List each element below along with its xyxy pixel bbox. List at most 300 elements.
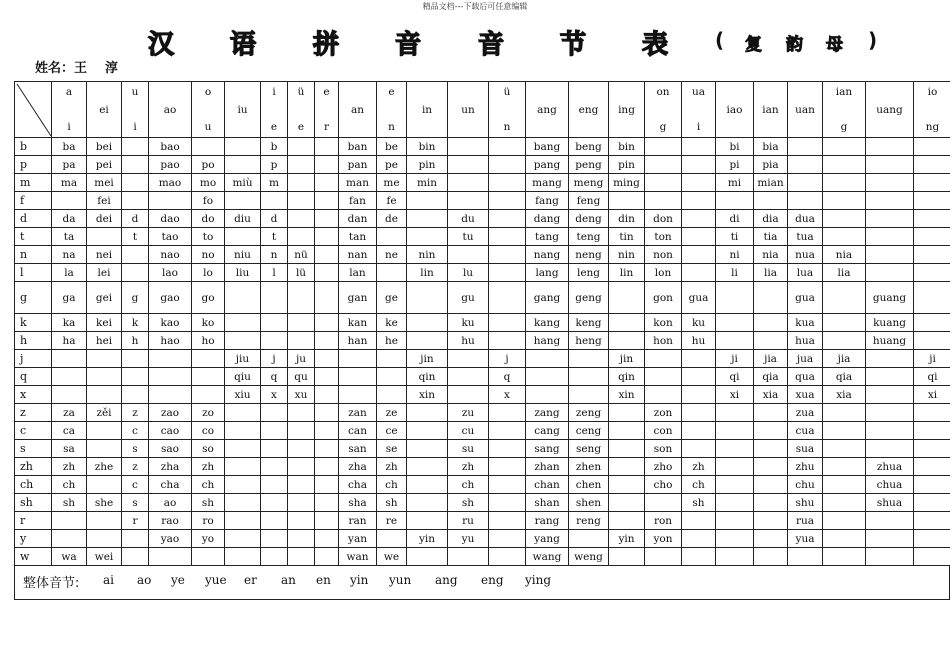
final-top: eng bbox=[578, 103, 599, 116]
syllable-cell bbox=[149, 368, 192, 386]
syllable-cell bbox=[288, 512, 315, 530]
syllable-cell: sha bbox=[339, 494, 377, 512]
syllable-cell: xi bbox=[914, 386, 950, 404]
syllable-cell bbox=[52, 530, 87, 548]
syllable-cell bbox=[261, 422, 288, 440]
final-header bbox=[569, 82, 609, 138]
initial-cell: sh bbox=[15, 494, 52, 512]
syllable-cell: kua bbox=[788, 314, 823, 332]
syllable-cell: p bbox=[261, 156, 288, 174]
syllable-cell bbox=[288, 156, 315, 174]
syllable-cell bbox=[489, 332, 526, 350]
syllable-cell bbox=[914, 264, 950, 282]
syllable-cell bbox=[754, 192, 788, 210]
initial-cell: x bbox=[15, 386, 52, 404]
syllable-cell bbox=[122, 174, 149, 192]
final-header bbox=[87, 82, 122, 138]
syllable-cell: j bbox=[261, 350, 288, 368]
syllable-cell: jua bbox=[788, 350, 823, 368]
syllable-cell: q bbox=[489, 368, 526, 386]
syllable-cell: lao bbox=[149, 264, 192, 282]
syllable-cell: ku bbox=[448, 314, 489, 332]
syllable-cell: ge bbox=[377, 282, 407, 314]
syllable-cell: g bbox=[122, 282, 149, 314]
syllable-cell bbox=[225, 156, 261, 174]
syllable-cell bbox=[609, 314, 645, 332]
syllable-cell bbox=[192, 386, 225, 404]
syllable-cell bbox=[87, 476, 122, 494]
syllable-cell: ceng bbox=[569, 422, 609, 440]
final-top: an bbox=[350, 103, 365, 116]
syllable-cell: ha bbox=[52, 332, 87, 350]
final-header bbox=[407, 82, 448, 138]
syllable-cell: jia bbox=[754, 350, 788, 368]
syllable-cell: xia bbox=[754, 386, 788, 404]
syllable-cell: zha bbox=[149, 458, 192, 476]
syllable-cell: dang bbox=[526, 210, 569, 228]
syllable-cell: t bbox=[261, 228, 288, 246]
syllable-cell: can bbox=[339, 422, 377, 440]
syllable-cell bbox=[315, 156, 339, 174]
syllable-cell bbox=[788, 192, 823, 210]
syllable-cell bbox=[407, 332, 448, 350]
initial-cell: j bbox=[15, 350, 52, 368]
syllable-cell bbox=[866, 228, 914, 246]
syllable-cell: c bbox=[122, 476, 149, 494]
syllable-cell: cang bbox=[526, 422, 569, 440]
syllable-cell: n bbox=[261, 246, 288, 264]
initial-cell: h bbox=[15, 332, 52, 350]
syllable-cell bbox=[448, 138, 489, 156]
syllable-cell: lei bbox=[87, 264, 122, 282]
syllable-cell bbox=[716, 440, 754, 458]
syllable-cell: she bbox=[87, 494, 122, 512]
syllable-cell: ko bbox=[192, 314, 225, 332]
syllable-cell bbox=[448, 192, 489, 210]
syllable-cell bbox=[754, 512, 788, 530]
syllable-cell: we bbox=[377, 548, 407, 566]
syllable-cell: jin bbox=[407, 350, 448, 368]
table-row bbox=[15, 210, 950, 228]
syllable-cell: zěi bbox=[87, 404, 122, 422]
syllable-cell: po bbox=[192, 156, 225, 174]
syllable-cell: sua bbox=[788, 440, 823, 458]
syllable-cell: d bbox=[261, 210, 288, 228]
syllable-cell bbox=[866, 530, 914, 548]
final-header bbox=[645, 82, 682, 138]
initial-cell: ch bbox=[15, 476, 52, 494]
syllable-cell: lo bbox=[192, 264, 225, 282]
syllable-cell bbox=[489, 174, 526, 192]
syllable-cell: lon bbox=[645, 264, 682, 282]
syllable-cell bbox=[225, 530, 261, 548]
syllable-cell: bin bbox=[609, 138, 645, 156]
initial-cell: z bbox=[15, 404, 52, 422]
syllable-cell: nü bbox=[288, 246, 315, 264]
initial-cell: l bbox=[15, 264, 52, 282]
syllable-cell bbox=[645, 138, 682, 156]
final-bottom: n bbox=[388, 121, 395, 133]
syllable-cell: zu bbox=[448, 404, 489, 422]
syllable-cell: qi bbox=[914, 368, 950, 386]
syllable-cell bbox=[315, 314, 339, 332]
syllable-cell: yua bbox=[788, 530, 823, 548]
syllable-cell bbox=[122, 246, 149, 264]
syllable-cell: ce bbox=[377, 422, 407, 440]
syllable-cell bbox=[489, 282, 526, 314]
syllable-cell: xin bbox=[407, 386, 448, 404]
syllable-cell: yang bbox=[526, 530, 569, 548]
syllable-cell: heng bbox=[569, 332, 609, 350]
syllable-cell bbox=[149, 548, 192, 566]
final-top: un bbox=[461, 103, 475, 116]
syllable-cell bbox=[288, 314, 315, 332]
syllable-cell: qi bbox=[716, 368, 754, 386]
syllable-cell: san bbox=[339, 440, 377, 458]
table-row bbox=[15, 314, 950, 332]
syllable-cell bbox=[866, 174, 914, 192]
syllable-cell bbox=[609, 192, 645, 210]
syllable-cell: pan bbox=[339, 156, 377, 174]
syllable-cell: yon bbox=[645, 530, 682, 548]
syllable-cell bbox=[823, 174, 866, 192]
syllable-cell: ran bbox=[339, 512, 377, 530]
syllable-cell: fe bbox=[377, 192, 407, 210]
syllable-cell: lin bbox=[609, 264, 645, 282]
syllable-cell: zh bbox=[192, 458, 225, 476]
syllable-cell: s bbox=[122, 440, 149, 458]
syllable-cell: feng bbox=[569, 192, 609, 210]
syllable-cell: xiu bbox=[225, 386, 261, 404]
syllable-cell: tan bbox=[339, 228, 377, 246]
syllable-cell bbox=[914, 156, 950, 174]
initial-cell: k bbox=[15, 314, 52, 332]
syllable-cell: z bbox=[122, 404, 149, 422]
table-row bbox=[15, 422, 950, 440]
whole-syllable: yin bbox=[350, 573, 369, 587]
syllable-cell: peng bbox=[569, 156, 609, 174]
syllable-cell bbox=[52, 368, 87, 386]
syllable-cell bbox=[682, 440, 716, 458]
syllable-cell bbox=[87, 228, 122, 246]
syllable-cell bbox=[682, 404, 716, 422]
whole-syllable: ang bbox=[435, 573, 458, 587]
final-bottom: e bbox=[270, 121, 278, 133]
syllable-cell: don bbox=[645, 210, 682, 228]
syllable-cell bbox=[261, 282, 288, 314]
final-top: in bbox=[421, 103, 433, 116]
initial-cell: q bbox=[15, 368, 52, 386]
syllable-cell: jiu bbox=[225, 350, 261, 368]
syllable-cell: pao bbox=[149, 156, 192, 174]
syllable-cell: diu bbox=[225, 210, 261, 228]
syllable-cell bbox=[716, 314, 754, 332]
initial-cell: f bbox=[15, 192, 52, 210]
syllable-cell: bi bbox=[716, 138, 754, 156]
initial-cell: s bbox=[15, 440, 52, 458]
syllable-cell bbox=[823, 210, 866, 228]
final-header bbox=[682, 82, 716, 138]
syllable-cell bbox=[448, 386, 489, 404]
syllable-cell: ne bbox=[377, 246, 407, 264]
syllable-cell: kon bbox=[645, 314, 682, 332]
syllable-cell: meng bbox=[569, 174, 609, 192]
syllable-cell bbox=[914, 548, 950, 566]
syllable-cell bbox=[682, 512, 716, 530]
syllable-cell: zang bbox=[526, 404, 569, 422]
syllable-cell: hu bbox=[682, 332, 716, 350]
syllable-cell bbox=[407, 404, 448, 422]
syllable-cell bbox=[914, 138, 950, 156]
syllable-cell: kao bbox=[149, 314, 192, 332]
syllable-cell: x bbox=[261, 386, 288, 404]
syllable-cell bbox=[489, 548, 526, 566]
diagonal-line bbox=[15, 82, 52, 137]
syllable-cell bbox=[225, 422, 261, 440]
syllable-cell bbox=[339, 386, 377, 404]
syllable-cell: ton bbox=[645, 228, 682, 246]
syllable-cell bbox=[682, 422, 716, 440]
syllable-cell: lia bbox=[823, 264, 866, 282]
syllable-cell bbox=[407, 494, 448, 512]
syllable-cell: nan bbox=[339, 246, 377, 264]
syllable-cell bbox=[288, 174, 315, 192]
syllable-cell: deng bbox=[569, 210, 609, 228]
syllable-cell: hei bbox=[87, 332, 122, 350]
syllable-cell bbox=[288, 192, 315, 210]
syllable-cell: ze bbox=[377, 404, 407, 422]
syllable-cell: xi bbox=[716, 386, 754, 404]
syllable-cell: ch bbox=[682, 476, 716, 494]
syllable-cell: mei bbox=[87, 174, 122, 192]
syllable-cell bbox=[288, 548, 315, 566]
syllable-cell bbox=[609, 282, 645, 314]
syllable-cell: l bbox=[261, 264, 288, 282]
syllable-cell bbox=[315, 440, 339, 458]
whole-syllable: er bbox=[244, 573, 257, 587]
syllable-cell: x bbox=[489, 386, 526, 404]
syllable-cell bbox=[609, 440, 645, 458]
syllable-cell: fang bbox=[526, 192, 569, 210]
syllable-cell: gu bbox=[448, 282, 489, 314]
title-paren-open: ( bbox=[715, 28, 725, 52]
syllable-cell bbox=[448, 174, 489, 192]
syllable-cell bbox=[754, 494, 788, 512]
syllable-cell bbox=[823, 404, 866, 422]
syllable-cell bbox=[914, 332, 950, 350]
initial-cell: g bbox=[15, 282, 52, 314]
syllable-cell: ni bbox=[716, 246, 754, 264]
final-bottom: n bbox=[503, 121, 511, 133]
final-bottom: e bbox=[297, 121, 305, 133]
syllable-cell: sao bbox=[149, 440, 192, 458]
syllable-cell: weng bbox=[569, 548, 609, 566]
final-bottom: u bbox=[204, 121, 212, 133]
syllable-cell bbox=[122, 264, 149, 282]
syllable-cell: ca bbox=[52, 422, 87, 440]
syllable-cell bbox=[448, 368, 489, 386]
syllable-cell: zo bbox=[192, 404, 225, 422]
syllable-cell: pei bbox=[87, 156, 122, 174]
syllable-cell bbox=[288, 440, 315, 458]
syllable-cell bbox=[914, 494, 950, 512]
title-char: 音 bbox=[395, 30, 422, 60]
syllable-cell bbox=[823, 458, 866, 476]
syllable-cell bbox=[261, 548, 288, 566]
subtitle-char: 韵 bbox=[786, 35, 803, 55]
syllable-cell bbox=[716, 332, 754, 350]
syllable-cell: la bbox=[52, 264, 87, 282]
syllable-cell bbox=[823, 156, 866, 174]
page-title bbox=[0, 24, 950, 58]
syllable-cell bbox=[914, 174, 950, 192]
name-part: 淳 bbox=[105, 61, 119, 76]
syllable-cell: yu bbox=[448, 530, 489, 548]
syllable-cell bbox=[823, 138, 866, 156]
syllable-cell bbox=[823, 476, 866, 494]
table-row bbox=[15, 332, 950, 350]
syllable-cell bbox=[407, 512, 448, 530]
title-char: 拼 bbox=[313, 30, 340, 60]
syllable-cell bbox=[87, 440, 122, 458]
syllable-cell: tang bbox=[526, 228, 569, 246]
syllable-cell bbox=[315, 368, 339, 386]
syllable-cell: xua bbox=[788, 386, 823, 404]
syllable-cell: yin bbox=[407, 530, 448, 548]
syllable-cell bbox=[87, 368, 122, 386]
syllable-cell: neng bbox=[569, 246, 609, 264]
syllable-cell bbox=[645, 548, 682, 566]
syllable-cell: dan bbox=[339, 210, 377, 228]
syllable-cell bbox=[377, 530, 407, 548]
table-row bbox=[15, 264, 950, 282]
syllable-cell: chen bbox=[569, 476, 609, 494]
title-char: 语 bbox=[230, 30, 257, 60]
syllable-cell: zha bbox=[339, 458, 377, 476]
syllable-cell bbox=[288, 138, 315, 156]
syllable-cell: mang bbox=[526, 174, 569, 192]
syllable-cell bbox=[407, 228, 448, 246]
syllable-cell: mian bbox=[754, 174, 788, 192]
syllable-cell bbox=[609, 332, 645, 350]
syllable-cell bbox=[716, 192, 754, 210]
table-row bbox=[15, 368, 950, 386]
syllable-cell bbox=[315, 350, 339, 368]
initial-cell: n bbox=[15, 246, 52, 264]
syllable-cell: ming bbox=[609, 174, 645, 192]
syllable-cell bbox=[716, 512, 754, 530]
syllable-cell bbox=[315, 476, 339, 494]
syllable-cell: non bbox=[645, 246, 682, 264]
syllable-cell: lin bbox=[407, 264, 448, 282]
final-header bbox=[122, 82, 149, 138]
syllable-cell bbox=[377, 264, 407, 282]
syllable-cell bbox=[754, 476, 788, 494]
syllable-cell bbox=[377, 386, 407, 404]
syllable-cell bbox=[489, 530, 526, 548]
syllable-cell bbox=[682, 156, 716, 174]
syllable-cell bbox=[225, 440, 261, 458]
syllable-cell bbox=[87, 512, 122, 530]
syllable-cell bbox=[823, 548, 866, 566]
syllable-cell: ron bbox=[645, 512, 682, 530]
syllable-cell: tao bbox=[149, 228, 192, 246]
final-header bbox=[149, 82, 192, 138]
syllable-cell bbox=[866, 156, 914, 174]
syllable-cell bbox=[315, 228, 339, 246]
syllable-cell bbox=[866, 422, 914, 440]
syllable-cell: ch bbox=[448, 476, 489, 494]
syllable-cell bbox=[122, 350, 149, 368]
whole-syllable: yue bbox=[205, 573, 227, 587]
syllable-cell: to bbox=[192, 228, 225, 246]
syllable-cell: ku bbox=[682, 314, 716, 332]
syllable-cell: zho bbox=[645, 458, 682, 476]
syllable-cell: hon bbox=[645, 332, 682, 350]
syllable-cell bbox=[261, 512, 288, 530]
final-header bbox=[261, 82, 288, 138]
syllable-cell bbox=[866, 512, 914, 530]
syllable-cell bbox=[682, 138, 716, 156]
syllable-cell: zao bbox=[149, 404, 192, 422]
syllable-cell: fo bbox=[192, 192, 225, 210]
final-header bbox=[339, 82, 377, 138]
syllable-cell bbox=[489, 264, 526, 282]
syllable-cell bbox=[716, 458, 754, 476]
syllable-cell bbox=[569, 368, 609, 386]
syllable-cell bbox=[448, 246, 489, 264]
syllable-cell bbox=[288, 530, 315, 548]
syllable-cell bbox=[754, 548, 788, 566]
syllable-cell: ch bbox=[377, 476, 407, 494]
syllable-cell bbox=[716, 422, 754, 440]
syllable-cell bbox=[716, 476, 754, 494]
syllable-cell: zh bbox=[52, 458, 87, 476]
syllable-cell bbox=[288, 210, 315, 228]
syllable-cell: cao bbox=[149, 422, 192, 440]
final-header bbox=[526, 82, 569, 138]
syllable-cell: miù bbox=[225, 174, 261, 192]
syllable-cell bbox=[682, 228, 716, 246]
final-top: e bbox=[323, 86, 330, 98]
syllable-cell: pia bbox=[754, 156, 788, 174]
syllable-cell bbox=[315, 210, 339, 228]
final-top: a bbox=[65, 86, 73, 98]
syllable-cell: liu bbox=[225, 264, 261, 282]
final-top: iao bbox=[726, 103, 743, 116]
final-top: iu bbox=[237, 103, 248, 116]
table-row bbox=[15, 386, 950, 404]
syllable-cell bbox=[526, 350, 569, 368]
final-header bbox=[315, 82, 339, 138]
syllable-cell bbox=[288, 228, 315, 246]
syllable-cell bbox=[407, 476, 448, 494]
syllable-cell bbox=[261, 476, 288, 494]
syllable-cell: qu bbox=[288, 368, 315, 386]
table-row bbox=[15, 228, 950, 246]
whole-syllable: yun bbox=[389, 573, 412, 587]
syllable-cell: pang bbox=[526, 156, 569, 174]
syllable-cell bbox=[122, 386, 149, 404]
syllable-cell bbox=[52, 192, 87, 210]
syllable-cell bbox=[823, 512, 866, 530]
syllable-cell bbox=[315, 192, 339, 210]
syllable-cell: qia bbox=[823, 368, 866, 386]
syllable-cell bbox=[823, 440, 866, 458]
syllable-cell: za bbox=[52, 404, 87, 422]
final-header bbox=[489, 82, 526, 138]
syllable-cell bbox=[192, 368, 225, 386]
